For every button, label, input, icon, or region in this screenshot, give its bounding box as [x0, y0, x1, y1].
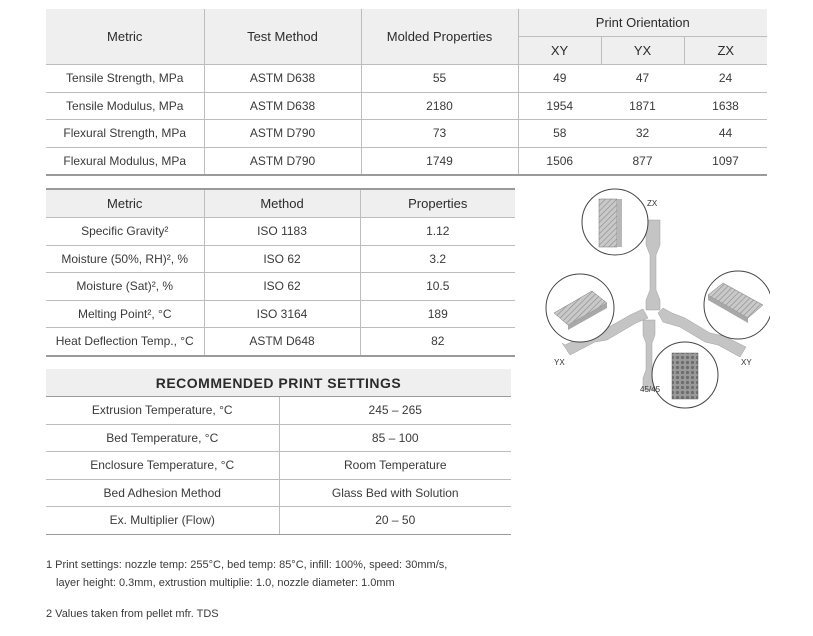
label-yx: YX: [554, 358, 565, 367]
header-test-method: Test Method: [204, 9, 361, 65]
cell-metric: Tensile Strength, MPa: [46, 65, 204, 93]
cell-zx: 1638: [684, 92, 767, 120]
cell-metric: Tensile Modulus, MPa: [46, 92, 204, 120]
cell-method: ISO 62: [204, 245, 360, 273]
cell-molded: 1749: [361, 147, 518, 175]
cell-yx: 47: [601, 65, 684, 93]
xy-magnifier: [704, 271, 770, 339]
cell-value: 82: [360, 328, 515, 356]
yx-magnifier: [546, 274, 614, 342]
label-zx: ZX: [647, 199, 658, 208]
cell-value: 1.12: [360, 218, 515, 246]
cell-value: 245 – 265: [279, 397, 511, 425]
cell-zx: 24: [684, 65, 767, 93]
label-45-45: 45/45: [640, 385, 661, 394]
header-xy: XY: [518, 37, 601, 65]
cell-zx: 44: [684, 120, 767, 148]
cell-metric: Flexural Strength, MPa: [46, 120, 204, 148]
cell-method: ISO 3164: [204, 300, 360, 328]
cell-value: 20 – 50: [279, 507, 511, 535]
angled-magnifier: [652, 342, 718, 408]
cell-value: Room Temperature: [279, 452, 511, 480]
cell-label: Bed Temperature, °C: [46, 424, 279, 452]
physical-properties-table: [46, 188, 515, 357]
cell-label: Enclosure Temperature, °C: [46, 452, 279, 480]
table-row: [46, 507, 511, 535]
cell-zx: 1097: [684, 147, 767, 175]
header-zx: ZX: [684, 37, 767, 65]
cell-molded: 55: [361, 65, 518, 93]
table-row: [46, 273, 515, 301]
cell-method: ASTM D790: [204, 147, 361, 175]
cell-metric: Melting Point², °C: [46, 300, 204, 328]
cell-yx: 1871: [601, 92, 684, 120]
cell-method: ISO 1183: [204, 218, 360, 246]
cell-value: 10.5: [360, 273, 515, 301]
cell-method: ASTM D790: [204, 120, 361, 148]
footnote-2: 2 Values taken from pellet mfr. TDS: [46, 608, 219, 620]
cell-metric: Heat Deflection Temp., °C: [46, 328, 204, 356]
cell-method: ASTM D638: [204, 65, 361, 93]
cell-label: Ex. Multiplier (Flow): [46, 507, 279, 535]
cell-xy: 1506: [518, 147, 601, 175]
cell-yx: 877: [601, 147, 684, 175]
header-metric: Metric: [46, 189, 204, 218]
table-row: [46, 452, 511, 480]
cell-metric: Moisture (50%, RH)², %: [46, 245, 204, 273]
print-orientation-diagram: [540, 185, 770, 410]
print-settings-table: [46, 396, 511, 535]
cell-value: 85 – 100: [279, 424, 511, 452]
table-row: [46, 328, 515, 356]
table-row: [46, 65, 767, 93]
table-row: [46, 397, 511, 425]
cell-xy: 58: [518, 120, 601, 148]
cell-molded: 2180: [361, 92, 518, 120]
print-settings-title: RECOMMENDED PRINT SETTINGS: [46, 369, 511, 396]
table-row: [46, 424, 511, 452]
cell-metric: Moisture (Sat)², %: [46, 273, 204, 301]
cell-value: 189: [360, 300, 515, 328]
header-molded-properties: Molded Properties: [361, 9, 518, 65]
cell-xy: 49: [518, 65, 601, 93]
cell-label: Bed Adhesion Method: [46, 479, 279, 507]
cell-molded: 73: [361, 120, 518, 148]
table-row: [46, 92, 767, 120]
cell-metric: Specific Gravity²: [46, 218, 204, 246]
table-row: [46, 147, 767, 175]
zx-magnifier: [582, 189, 648, 255]
table-row: [46, 245, 515, 273]
cell-method: ASTM D648: [204, 328, 360, 356]
mechanical-properties-table: [46, 9, 767, 176]
table-row: [46, 218, 515, 246]
cell-xy: 1954: [518, 92, 601, 120]
table-row: [46, 300, 515, 328]
cell-label: Extrusion Temperature, °C: [46, 397, 279, 425]
header-metric: Metric: [46, 9, 204, 65]
footnote-1: [46, 556, 447, 592]
header-properties: Properties: [360, 189, 515, 218]
cell-yx: 32: [601, 120, 684, 148]
cell-method: ASTM D638: [204, 92, 361, 120]
cell-value: 3.2: [360, 245, 515, 273]
zx-specimen: [646, 220, 660, 310]
header-method: Method: [204, 189, 360, 218]
header-yx: YX: [601, 37, 684, 65]
footnote-1-line-1: 1 Print settings: nozzle temp: 255°C, bed temp: 85°C, infill: 100%, speed: 30mm/s,: [46, 559, 448, 571]
cell-value: Glass Bed with Solution: [279, 479, 511, 507]
table-row: [46, 120, 767, 148]
header-print-orientation: Print Orientation: [518, 9, 767, 37]
table-row: [46, 479, 511, 507]
cell-method: ISO 62: [204, 273, 360, 301]
cell-metric: Flexural Modulus, MPa: [46, 147, 204, 175]
label-xy: XY: [741, 358, 752, 367]
footnote-1-line-2: layer height: 0.3mm, extrustion multiplie: 1.0, nozzle diameter: 1.0mm: [56, 577, 395, 589]
